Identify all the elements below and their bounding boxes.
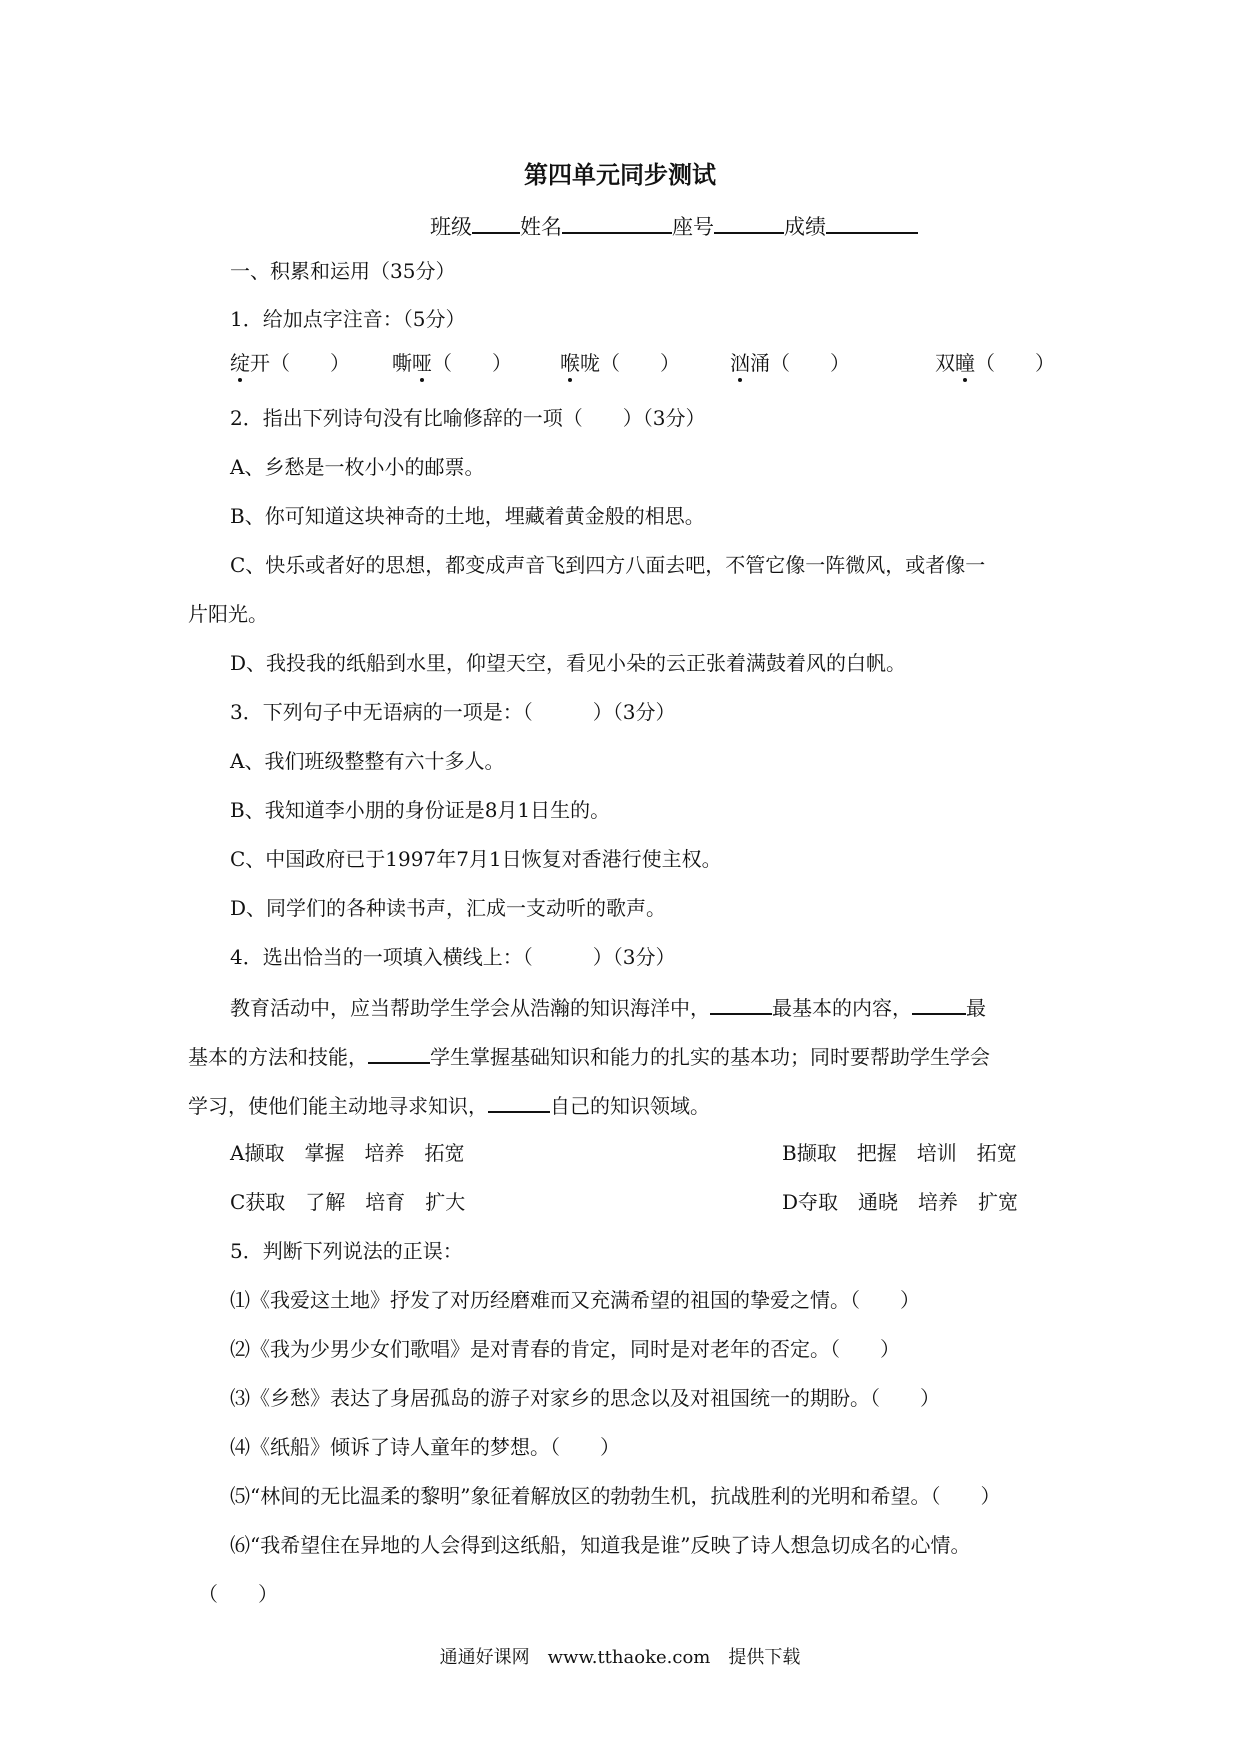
statement-5: ⑸“林间的无比温柔的黎明”象征着解放区的勃勃生机，抗战胜利的光明和希望。（ ）: [230, 1484, 1001, 1508]
question-4-stem: 4．选出恰当的一项填入横线上：（ ）（3分）: [230, 945, 676, 969]
option-b: B撷取 把握 培训 拓宽: [782, 1141, 1017, 1165]
option-d: D、同学们的各种读书声，汇成一支动听的歌声。: [230, 896, 667, 920]
dotted-char: 喉: [560, 351, 580, 375]
question-3-stem: 3．下列句子中无语病的一项是：（ ）（3分）: [230, 700, 676, 724]
question-5-stem: 5．判断下列说法的正误：: [230, 1239, 463, 1263]
option-a: A、我们班级整整有六十多人。: [230, 749, 505, 773]
option-c: C、中国政府已于1997年7月1日恢复对香港行使主权。: [230, 847, 722, 871]
statement-1: ⑴《我爱这土地》抒发了对历经磨难而又充满希望的祖国的挚爱之情。（ ）: [230, 1288, 920, 1312]
statement-3: ⑶《乡愁》表达了身居孤岛的游子对家乡的思念以及对祖国统一的期盼。（ ）: [230, 1386, 940, 1410]
section-heading: 一、积累和运用（35分）: [230, 259, 456, 283]
option-b: B、我知道李小朋的身份证是8月1日生的。: [230, 798, 611, 822]
fill-blank[interactable]: [912, 993, 966, 1015]
fill-blank[interactable]: [710, 993, 772, 1015]
page-title: 第四单元同步测试: [524, 161, 716, 189]
dotted-char: 瞳: [955, 351, 975, 375]
pinyin-item-4: 汹涌（ ）: [730, 351, 850, 375]
question-1-stem: 1．给加点字注音：（5分）: [230, 307, 466, 331]
class-field[interactable]: [472, 212, 520, 234]
seat-label: 座号: [672, 215, 714, 239]
option-a: A、乡愁是一枚小小的邮票。: [230, 455, 485, 479]
statement-4: ⑷《纸船》倾诉了诗人童年的梦想。（ ）: [230, 1435, 620, 1459]
pinyin-item-2: 嘶哑（ ）: [392, 351, 512, 375]
footer-credit: 通通好课网 www.tthaoke.com 提供下载: [439, 1647, 801, 1668]
score-field[interactable]: [826, 212, 918, 234]
option-d: D夺取 通晓 培养 扩宽: [782, 1190, 1019, 1214]
seat-field[interactable]: [714, 212, 784, 234]
option-c: C、快乐或者好的思想，都变成声音飞到四方八面去吧，不管它像一阵微风，或者像一: [230, 553, 986, 577]
option-c-continued: 片阳光。: [188, 602, 268, 626]
passage-line-1: 教育活动中，应当帮助学生学会从浩瀚的知识海洋中， 最基本的内容， 最: [230, 993, 986, 1021]
class-label: 班级: [430, 215, 472, 239]
pinyin-item-3: 喉咙（ ）: [560, 351, 680, 375]
option-a: A撷取 掌握 培养 拓宽: [230, 1141, 465, 1165]
option-b: B、你可知道这块神奇的土地，埋藏着黄金般的相思。: [230, 504, 705, 528]
question-2-stem: 2．指出下列诗句没有比喻修辞的一项（ ）（3分）: [230, 406, 706, 430]
option-c: C获取 了解 培育 扩大: [230, 1190, 466, 1214]
name-field[interactable]: [562, 212, 672, 234]
statement-2: ⑵《我为少男少女们歌唱》是对青春的肯定，同时是对老年的否定。（ ）: [230, 1337, 900, 1361]
statement-6: ⑹“我希望住在异地的人会得到这纸船，知道我是谁”反映了诗人想急切成名的心情。: [230, 1533, 971, 1557]
name-label: 姓名: [520, 215, 562, 239]
statement-6-answer: （ ）: [198, 1582, 278, 1606]
fill-blank[interactable]: [368, 1042, 430, 1064]
dotted-char: 哑: [412, 351, 432, 375]
passage-line-3: 学习，使他们能主动地寻求知识， 自己的知识领域。: [188, 1091, 710, 1119]
fill-blank[interactable]: [488, 1091, 550, 1113]
dotted-char: 汹: [730, 351, 750, 375]
pinyin-item-5: 双瞳（ ）: [935, 351, 1055, 375]
score-label: 成绩: [784, 215, 826, 239]
dotted-char: 绽: [230, 351, 250, 375]
passage-line-2: 基本的方法和技能， 学生掌握基础知识和能力的扎实的基本功；同时要帮助学生学会: [188, 1042, 990, 1070]
pinyin-item-1: 绽开（ ）: [230, 351, 350, 375]
student-info-line: [430, 212, 918, 240]
option-d: D、我投我的纸船到水里，仰望天空，看见小朵的云正张着满鼓着风的白帆。: [230, 651, 907, 675]
